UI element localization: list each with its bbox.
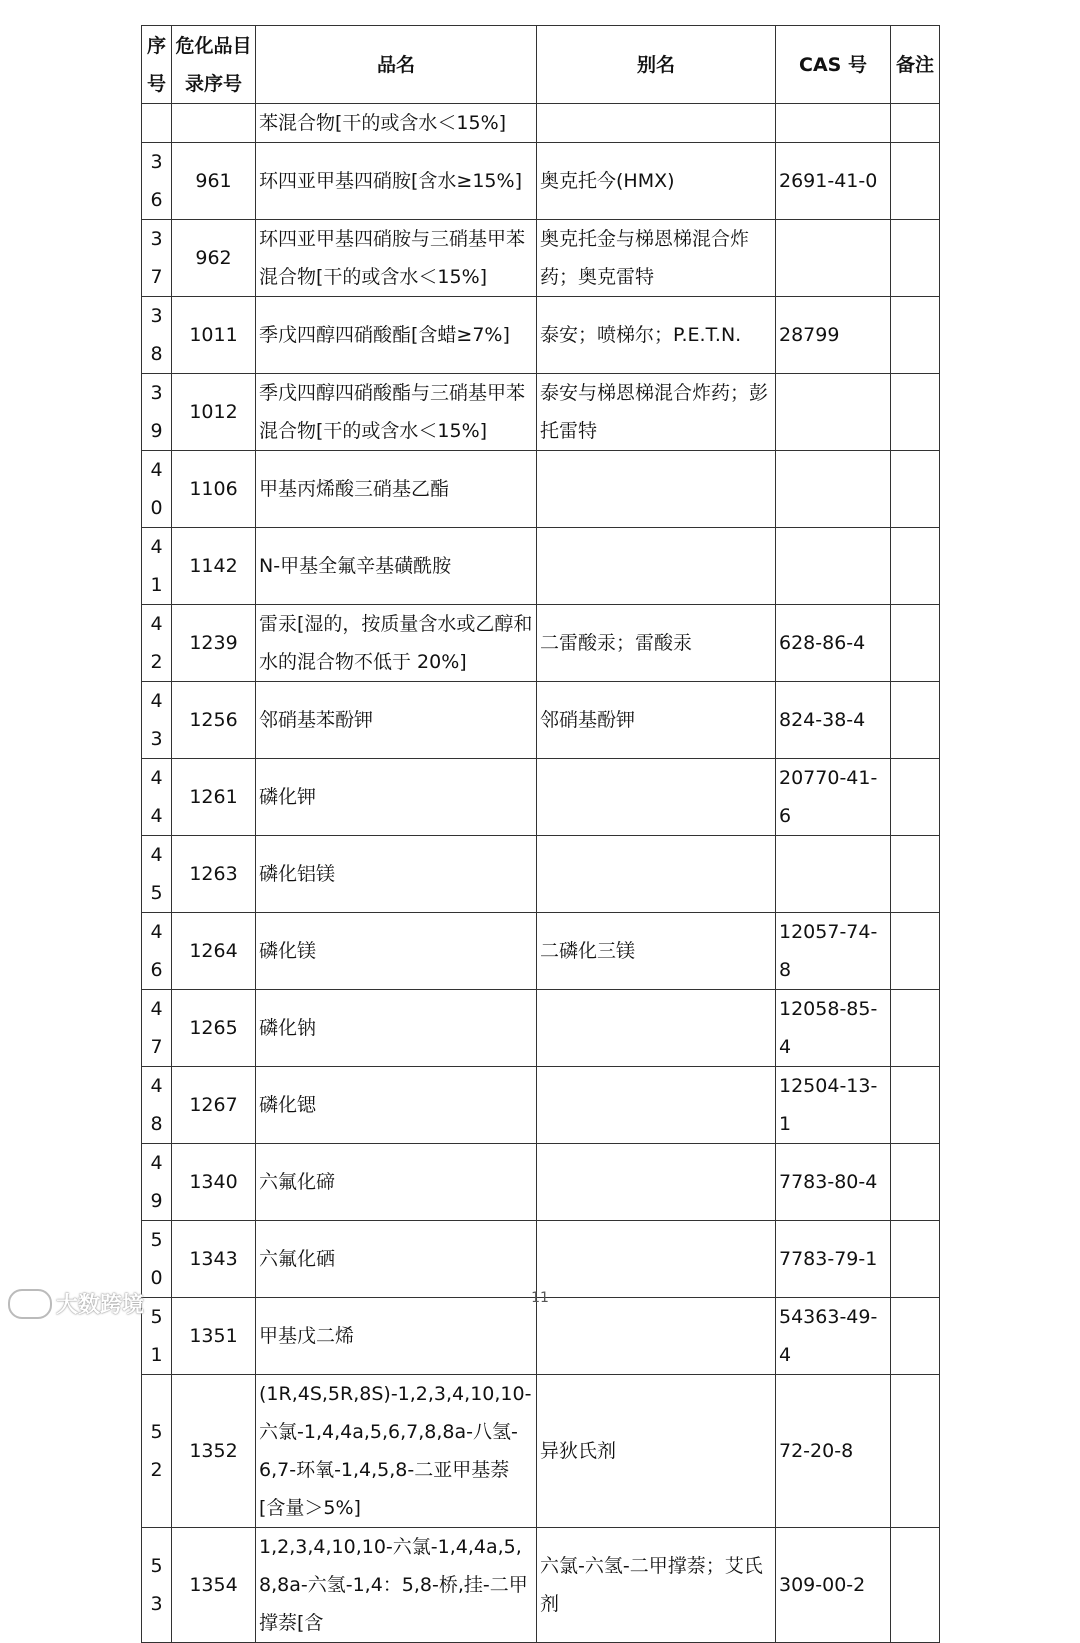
table-row <box>142 297 940 374</box>
table-row <box>142 990 940 1067</box>
cell-cas: 28799 <box>776 297 891 374</box>
cell-cas: 628-86-4 <box>776 605 891 682</box>
table-row <box>142 1298 940 1375</box>
cell-remark <box>891 682 940 759</box>
table-row <box>142 1375 940 1528</box>
cell-remark <box>891 1528 940 1643</box>
cell-alias <box>537 759 776 836</box>
cell-cas: 54363-49-4 <box>776 1298 891 1375</box>
cell-cas: 7783-80-4 <box>776 1144 891 1221</box>
cell-seq: 39 <box>142 374 172 451</box>
chemicals-table <box>141 25 940 1643</box>
cell-catalog-number: 1239 <box>172 605 256 682</box>
cell-remark <box>891 451 940 528</box>
cell-alias: 奥克托金与梯恩梯混合炸药；奥克雷特 <box>537 220 776 297</box>
cell-catalog-number: 1011 <box>172 297 256 374</box>
cell-alias <box>537 451 776 528</box>
cell-seq: 49 <box>142 1144 172 1221</box>
cell-alias <box>537 1221 776 1298</box>
cell-alias: 奥克托今(HMX) <box>537 143 776 220</box>
cell-remark <box>891 374 940 451</box>
cell-catalog-number: 1352 <box>172 1375 256 1528</box>
header-remark: 备注 <box>891 26 940 104</box>
cell-cas: 7783-79-1 <box>776 1221 891 1298</box>
cell-catalog-number: 962 <box>172 220 256 297</box>
table-row <box>142 220 940 297</box>
cell-alias: 泰安与梯恩梯混合炸药；彭托雷特 <box>537 374 776 451</box>
table-row <box>142 104 940 143</box>
cell-catalog-number: 1256 <box>172 682 256 759</box>
cell-catalog-number: 1340 <box>172 1144 256 1221</box>
cell-cas: 12058-85-4 <box>776 990 891 1067</box>
header-seq: 序号 <box>142 26 172 104</box>
cell-cas: 12504-13-1 <box>776 1067 891 1144</box>
cell-catalog-number: 1264 <box>172 913 256 990</box>
cell-catalog-number: 1343 <box>172 1221 256 1298</box>
cell-catalog-number: 1261 <box>172 759 256 836</box>
cell-catalog-number: 1267 <box>172 1067 256 1144</box>
cell-name: 苯混合物[干的或含水＜15%] <box>256 104 537 143</box>
cell-alias <box>537 990 776 1067</box>
cell-cas <box>776 374 891 451</box>
cell-name: 甲基戊二烯 <box>256 1298 537 1375</box>
cell-cas: 2691-41-0 <box>776 143 891 220</box>
cell-name: 季戊四醇四硝酸酯[含蜡≥7%] <box>256 297 537 374</box>
cell-name: 六氟化硒 <box>256 1221 537 1298</box>
cell-seq: 51 <box>142 1298 172 1375</box>
cell-seq: 47 <box>142 990 172 1067</box>
cell-seq: 52 <box>142 1375 172 1528</box>
cell-remark <box>891 1221 940 1298</box>
cell-catalog-number: 1106 <box>172 451 256 528</box>
cell-catalog-number: 961 <box>172 143 256 220</box>
cell-catalog-number: 1354 <box>172 1528 256 1643</box>
cell-name: 磷化钠 <box>256 990 537 1067</box>
table-body <box>142 104 940 1643</box>
header-name: 品名 <box>256 26 537 104</box>
cell-seq: 48 <box>142 1067 172 1144</box>
cell-cas: 20770-41-6 <box>776 759 891 836</box>
cell-cas: 824-38-4 <box>776 682 891 759</box>
cell-seq: 43 <box>142 682 172 759</box>
header-catalog-number: 危化品目录序号 <box>172 26 256 104</box>
table-header-row <box>142 26 940 104</box>
table-row <box>142 451 940 528</box>
cell-name: 1,2,3,4,10,10-六氯-1,4,4a,5,8,8a-六氢-1,4：5,8-桥,挂-二甲撑萘[含 <box>256 1528 537 1643</box>
cell-remark <box>891 104 940 143</box>
cell-seq: 36 <box>142 143 172 220</box>
cell-name: 季戊四醇四硝酸酯与三硝基甲苯混合物[干的或含水＜15%] <box>256 374 537 451</box>
cell-seq: 53 <box>142 1528 172 1643</box>
cell-name: 磷化镁 <box>256 913 537 990</box>
cell-catalog-number <box>172 104 256 143</box>
cell-seq: 41 <box>142 528 172 605</box>
cell-cas <box>776 451 891 528</box>
cell-name: 邻硝基苯酚钾 <box>256 682 537 759</box>
table-row <box>142 1221 940 1298</box>
table-row <box>142 143 940 220</box>
cell-catalog-number: 1265 <box>172 990 256 1067</box>
table-row <box>142 1144 940 1221</box>
cell-name: 甲基丙烯酸三硝基乙酯 <box>256 451 537 528</box>
cell-catalog-number: 1142 <box>172 528 256 605</box>
cell-alias <box>537 1298 776 1375</box>
cell-catalog-number: 1263 <box>172 836 256 913</box>
cell-remark <box>891 1067 940 1144</box>
table-row <box>142 374 940 451</box>
table-row <box>142 528 940 605</box>
cell-seq: 46 <box>142 913 172 990</box>
table-row <box>142 836 940 913</box>
cell-remark <box>891 1144 940 1221</box>
cell-name: 环四亚甲基四硝胺与三硝基甲苯混合物[干的或含水＜15%] <box>256 220 537 297</box>
cell-remark <box>891 759 940 836</box>
cell-seq: 50 <box>142 1221 172 1298</box>
cell-seq: 38 <box>142 297 172 374</box>
cell-seq: 40 <box>142 451 172 528</box>
cell-seq <box>142 104 172 143</box>
cell-cas: 72-20-8 <box>776 1375 891 1528</box>
cell-seq: 37 <box>142 220 172 297</box>
header-alias: 别名 <box>537 26 776 104</box>
table-row <box>142 1067 940 1144</box>
cell-name: 六氟化碲 <box>256 1144 537 1221</box>
cell-remark <box>891 1298 940 1375</box>
cell-remark <box>891 220 940 297</box>
table-row <box>142 682 940 759</box>
cell-remark <box>891 528 940 605</box>
cell-alias: 泰安；喷梯尔；P.E.T.N. <box>537 297 776 374</box>
page-number: 11 <box>531 1290 549 1306</box>
cell-alias: 邻硝基酚钾 <box>537 682 776 759</box>
cell-alias <box>537 1144 776 1221</box>
cell-alias: 异狄氏剂 <box>537 1375 776 1528</box>
cell-seq: 45 <box>142 836 172 913</box>
cell-remark <box>891 836 940 913</box>
cell-remark <box>891 297 940 374</box>
cell-name: (1R,4S,5R,8S)-1,2,3,4,10,10-六氯-1,4,4a,5,6,7,8,8a-八氢-6,7-环氧-1,4,5,8-二亚甲基萘[含量＞5%] <box>256 1375 537 1528</box>
cell-remark <box>891 143 940 220</box>
watermark-text: 大数跨境 <box>56 1293 145 1318</box>
cell-alias <box>537 836 776 913</box>
table-row <box>142 759 940 836</box>
cell-name: 磷化铝镁 <box>256 836 537 913</box>
cell-alias <box>537 104 776 143</box>
cell-alias: 六氯-六氢-二甲撑萘；艾氏剂 <box>537 1528 776 1643</box>
cell-cas <box>776 220 891 297</box>
cell-alias: 二磷化三镁 <box>537 913 776 990</box>
cell-name: N-甲基全氟辛基磺酰胺 <box>256 528 537 605</box>
cell-catalog-number: 1351 <box>172 1298 256 1375</box>
cell-remark <box>891 913 940 990</box>
cell-name: 磷化锶 <box>256 1067 537 1144</box>
cell-cas <box>776 836 891 913</box>
table-row <box>142 1528 940 1643</box>
cell-seq: 44 <box>142 759 172 836</box>
cell-cas <box>776 104 891 143</box>
cell-cas: 309-00-2 <box>776 1528 891 1643</box>
cell-remark <box>891 990 940 1067</box>
cell-name: 雷汞[湿的，按质量含水或乙醇和水的混合物不低于 20%] <box>256 605 537 682</box>
cell-name: 环四亚甲基四硝胺[含水≥15%] <box>256 143 537 220</box>
table-row <box>142 605 940 682</box>
table-row <box>142 913 940 990</box>
cell-alias <box>537 528 776 605</box>
cell-name: 磷化钾 <box>256 759 537 836</box>
cell-cas <box>776 528 891 605</box>
cell-alias <box>537 1067 776 1144</box>
header-cas: CAS 号 <box>776 26 891 104</box>
cell-alias: 二雷酸汞；雷酸汞 <box>537 605 776 682</box>
cell-cas: 12057-74-8 <box>776 913 891 990</box>
cell-remark <box>891 605 940 682</box>
cell-catalog-number: 1012 <box>172 374 256 451</box>
cell-remark <box>891 1375 940 1528</box>
cell-seq: 42 <box>142 605 172 682</box>
